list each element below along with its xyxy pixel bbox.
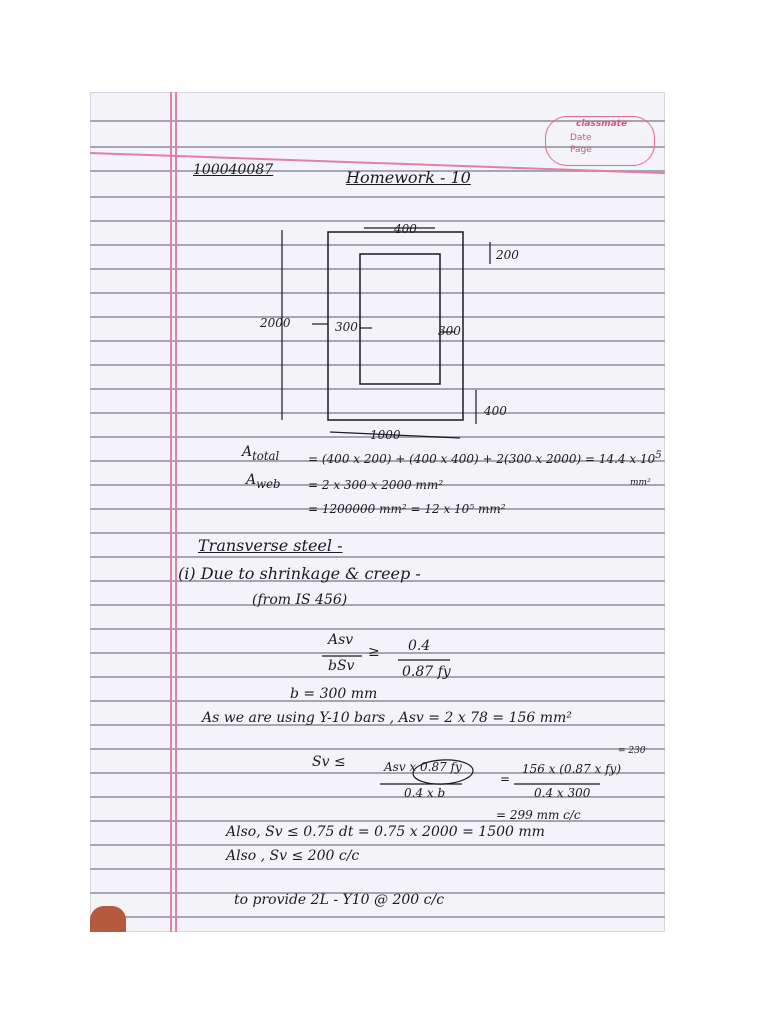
dim-bottom-flange: 400 <box>484 404 507 418</box>
source-is456: (from IS 456) <box>252 592 348 608</box>
sv-annotation: = 230 <box>618 746 646 756</box>
sv-numerator-2: 156 x (0.87 x fy) <box>522 762 621 776</box>
also-condition-1: Also, Sv ≤ 0.75 dt = 0.75 x 2000 = 1500 mm <box>226 824 545 840</box>
dim-height: 2000 <box>260 316 291 330</box>
page-title: Homework - 10 <box>346 168 471 187</box>
a-web-result: = 1200000 mm² = 12 x 10⁵ mm² <box>308 502 506 516</box>
fraction-bars <box>90 92 665 932</box>
notebook-page <box>90 92 665 932</box>
logo-date-label: Date <box>570 133 592 143</box>
dim-top-width: 400 <box>394 222 417 236</box>
a-total-label: $A_{total}$ <box>242 444 280 463</box>
logo-brand: classmate <box>576 119 628 129</box>
dim-web-left: 300 <box>335 320 358 334</box>
sv-numerator: Asv x 0.87 fy <box>384 760 462 774</box>
case-shrinkage: (i) Due to shrinkage & creep - <box>178 564 421 583</box>
a-total-expression: = (400 x 200) + (400 x 400) + 2(300 x 2000) = 14.4 x $10^5$ <box>308 450 662 466</box>
a-total-unit: mm² <box>630 478 651 488</box>
sv-denominator-2: 0.4 x 300 <box>534 786 591 800</box>
also-condition-2: Also , Sv ≤ 200 c/c <box>226 848 360 864</box>
bars-statement: As we are using Y-10 bars , Asv = 2 x 78 = 156 mm² <box>202 710 572 726</box>
sv-result: = 299 mm c/c <box>496 808 581 822</box>
dim-web-right: 300 <box>438 324 461 338</box>
b-value: b = 300 mm <box>290 686 378 702</box>
transverse-heading: Transverse steel - <box>198 536 343 555</box>
ratio-denominator: bSv <box>328 658 355 674</box>
dim-top-flange: 200 <box>496 248 519 262</box>
a-web-expression: = 2 x 300 x 2000 mm² <box>308 478 444 492</box>
sv-lhs: Sv ≤ <box>312 754 346 770</box>
sv-equals: = <box>500 772 511 786</box>
ratio-numerator: Asv <box>328 632 354 648</box>
rhs-numerator: 0.4 <box>408 638 431 654</box>
ratio-operator: ≥ <box>368 644 380 660</box>
sv-denominator: 0.4 x b <box>404 786 446 800</box>
logo-page-label: Page <box>570 145 592 155</box>
student-id: 100040087 <box>193 162 274 178</box>
provide-statement: to provide 2L - Y10 @ 200 c/c <box>234 892 445 908</box>
dim-bottom-width: 1000 <box>370 428 401 442</box>
a-web-label: $A_{web}$ <box>246 472 281 491</box>
rhs-denominator: 0.87 fy <box>402 664 451 680</box>
finger-bottom-left <box>90 906 126 932</box>
